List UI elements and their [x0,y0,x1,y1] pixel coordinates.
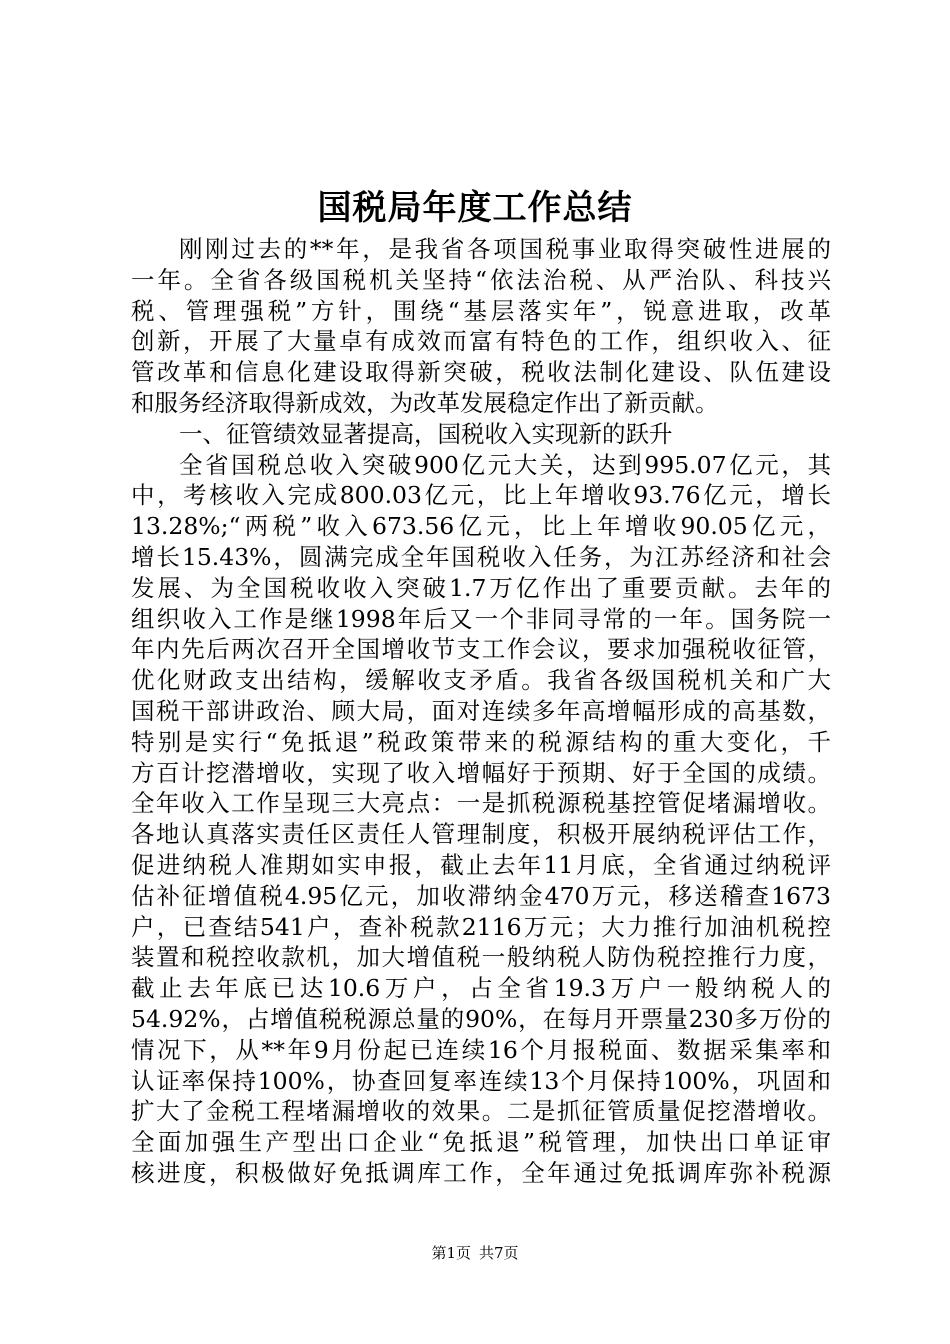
body-line: 国税干部讲政治、顾大局，面对连续多年高增幅形成的高基数， [131,696,831,725]
body-line: 13.28%;“两税”收入673.56亿元，比上年增收90.05亿元， [131,512,831,541]
section-heading: 一、征管绩效显著提高，国税收入实现新的跃升 [179,419,673,448]
body-line: 年内先后两次召开全国增收节支工作会议，要求加强税收征管， [131,635,831,664]
page-footer [0,1242,950,1264]
body-line: 截止去年底已达10.6万户，占全省19.3万户一般纳税人的 [131,974,831,1003]
body-line: 特别是实行“免抵退”税政策带来的税源结构的重大变化，千 [131,727,831,756]
body-line: 创新，开展了大量卓有成效而富有特色的工作，组织收入、征 [131,327,831,356]
body-line: 促进纳税人准期如实申报，截止去年11月底，全省通过纳税评 [131,850,831,879]
body-line: 发展、为全国税收收入突破1.7万亿作出了重要贡献。去年的 [131,573,831,602]
page-number: 第1页 [431,1244,471,1262]
body-line: 全省国税总收入突破900亿元大关，达到995.07亿元，其 [179,450,831,479]
body-line: 优化财政支出结构，缓解收支矛盾。我省各级国税机关和广大 [131,666,831,695]
body-line: 全年收入工作呈现三大亮点：一是抓税源税基控管促堵漏增收。 [131,789,831,818]
body-line: 全面加强生产型出口企业“免抵退”税管理，加快出口单证审 [131,1128,831,1157]
body-line: 认证率保持100%，协查回复率连续13个月保持100%，巩固和 [131,1066,831,1095]
body-line: 各地认真落实责任区责任人管理制度，积极开展纳税评估工作， [131,820,831,849]
body-line: 和服务经济取得新成效，为改革发展稳定作出了新贡献。 [131,388,719,417]
document-body [131,234,831,1189]
document-title: 国税局年度工作总结 [317,188,633,228]
body-line: 税、管理强税”方针，围绕“基层落实年”，锐意进取，改革 [131,296,831,325]
body-line: 估补征增值税4.95亿元，加收滞纳金470万元，移送稽查1673 [131,881,831,910]
body-line: 装置和税控收款机，加大增值税一般纳税人防伪税控推行力度， [131,943,831,972]
body-line: 一年。全省各级国税机关坚持“依法治税、从严治队、科技兴 [131,265,831,294]
body-line: 扩大了金税工程堵漏增收的效果。二是抓征管质量促挖潜增收。 [131,1097,831,1126]
body-line: 刚刚过去的**年，是我省各项国税事业取得突破性进展的 [179,235,831,263]
body-line: 中，考核收入完成800.03亿元，比上年增收93.76亿元，增长 [131,481,831,510]
body-line: 组织收入工作是继1998年后又一个非同寻常的一年。国务院一 [131,604,831,633]
body-line: 方百计挖潜增收，实现了收入增幅好于预期、好于全国的成绩。 [131,758,831,787]
body-line: 核进度，积极做好免抵调库工作，全年通过免抵调库弥补税源 [131,1158,831,1187]
body-line: 户，已查结541户，查补税款2116万元；大力推行加油机税控 [131,912,831,941]
body-line: 54.92%，占增值税税源总量的90%，在每月开票量230多万份的 [131,1004,831,1033]
body-line: 增长15.43%，圆满完成全年国税收入任务，为江苏经济和社会 [131,542,831,571]
body-line: 管改革和信息化建设取得新突破，税收法制化建设、队伍建设 [131,358,831,387]
body-line: 情况下，从**年9月份起已连续16个月报税面、数据采集率和 [131,1035,831,1064]
page-total: 共7页 [479,1244,519,1262]
